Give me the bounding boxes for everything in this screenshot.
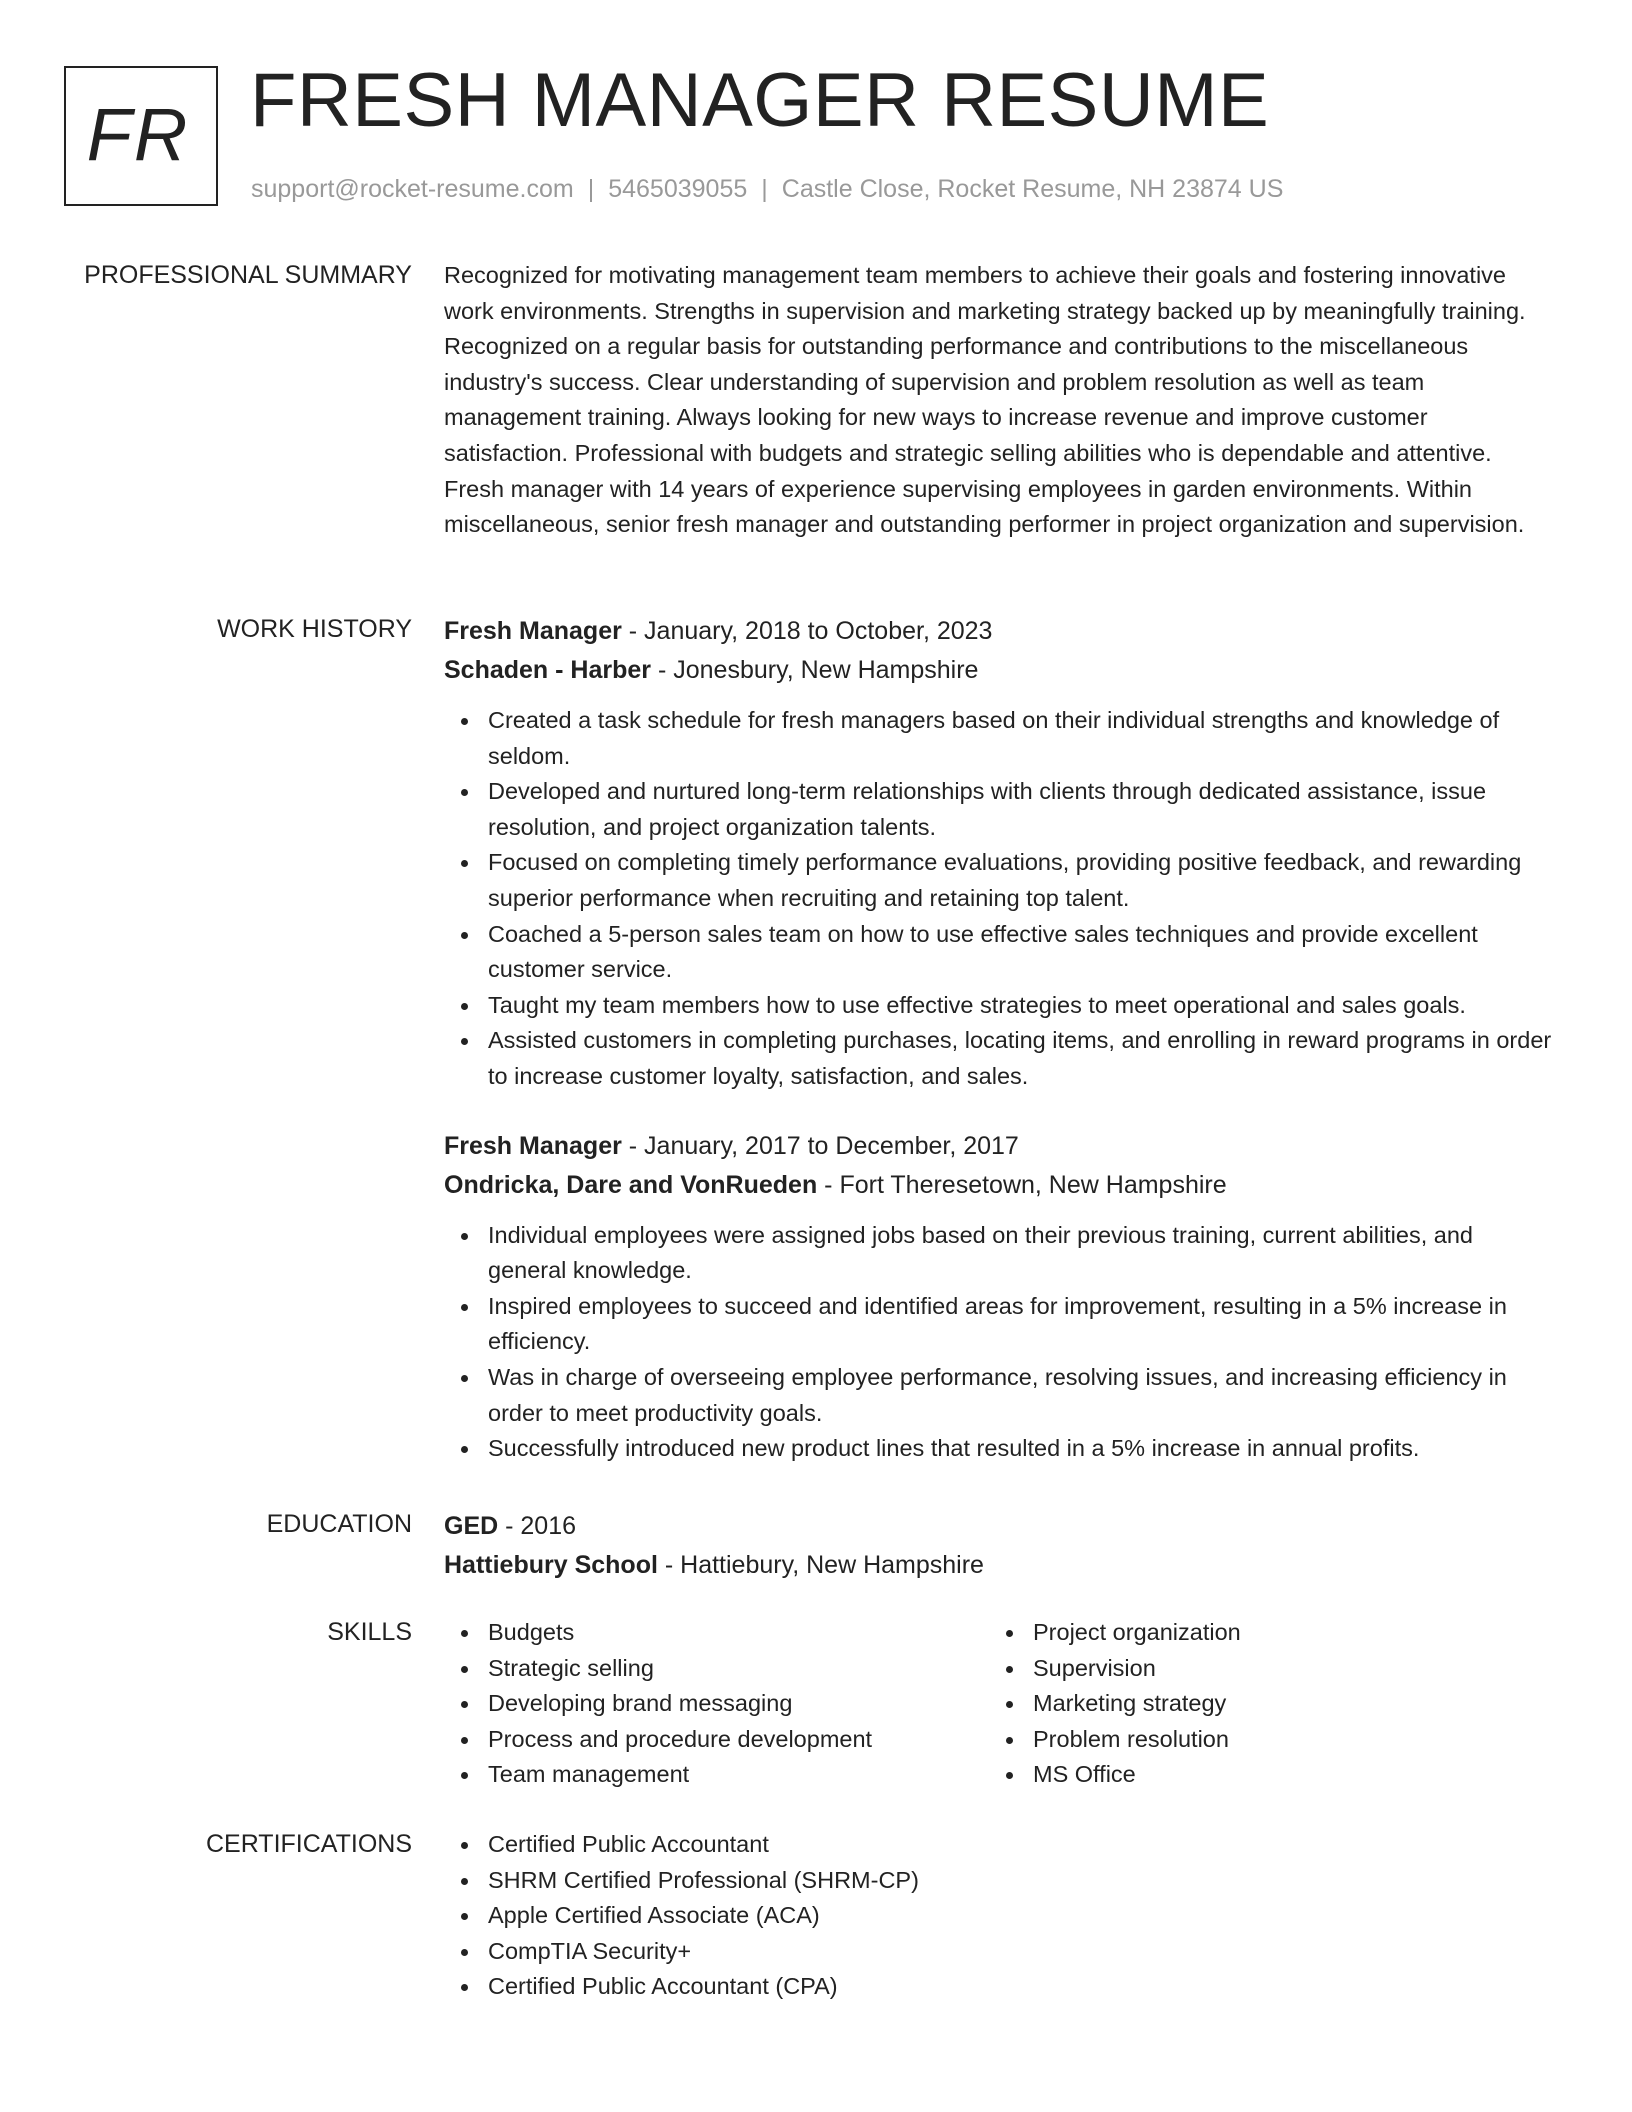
summary-body bbox=[444, 258, 1556, 543]
skill-item: Developing brand messaging bbox=[488, 1686, 989, 1722]
employer-line bbox=[444, 651, 1556, 690]
contact-phone[interactable]: 5465039055 bbox=[608, 175, 748, 203]
education-body bbox=[444, 1507, 1556, 1585]
job-dates: - January, 2017 to December, 2017 bbox=[621, 1131, 1019, 1160]
skill-item: Project organization bbox=[1033, 1615, 1489, 1651]
certification-item: SHRM Certified Professional (SHRM-CP) bbox=[488, 1863, 1556, 1899]
job-bullet: Successfully introduced new product lines that resulted in a 5% increase in annual profits. bbox=[488, 1431, 1556, 1467]
employer-location: - Fort Theresetown, New Hampshire bbox=[817, 1170, 1227, 1199]
job-bullet: Individual employees were assigned jobs based on their previous training, current abilities, and general knowledge. bbox=[488, 1218, 1556, 1289]
contact-separator: | bbox=[587, 175, 595, 203]
skill-item: Process and procedure development bbox=[488, 1722, 989, 1758]
skill-item: Strategic selling bbox=[488, 1651, 989, 1687]
skills-column-right bbox=[989, 1615, 1489, 1793]
job-bullet: Assisted customers in completing purchases, locating items, and enrolling in reward programs in order to increase customer loyalty, satisfaction, and sales. bbox=[488, 1023, 1556, 1094]
work-history-label: WORK HISTORY bbox=[217, 615, 412, 643]
contact-email[interactable]: support@rocket-resume.com bbox=[251, 175, 574, 203]
employer-name: Schaden - Harber bbox=[444, 656, 652, 684]
job-bullet: Coached a 5-person sales team on how to use effective sales techniques and provide excellent customer service. bbox=[488, 917, 1556, 988]
monogram-initials: FR bbox=[86, 92, 190, 176]
job-dates: - January, 2018 to October, 2023 bbox=[621, 617, 993, 645]
summary-label: PROFESSIONAL SUMMARY bbox=[84, 261, 412, 289]
skills-body bbox=[444, 1615, 1556, 1793]
skills-list bbox=[444, 1615, 989, 1793]
degree-name: GED bbox=[444, 1512, 499, 1540]
degree-line bbox=[444, 1507, 1556, 1546]
resume-title: FRESH MANAGER RESUME bbox=[250, 58, 1270, 143]
summary-text: Recognized for motivating management team members to achieve their goals and fostering innovative work environments. Strengths in supervision and marketing strategy backed up by meaningfully training. Recognized on a regular basis for outstanding performance and contributions to the miscellaneous industry's success. Clear understanding of supervision and problem resolution as well as team management training. Always looking for new ways to increase revenue and improve customer satisfaction. Professional with budgets and strategic selling abilities who is dependable and attentive. Fresh manager with 14 years of experience supervising employees in garden environments. Within miscellaneous, senior fresh manager and outstanding performer in project organization and supervision. bbox=[444, 262, 1526, 538]
job-entry bbox=[444, 1127, 1556, 1467]
job-title: Fresh Manager bbox=[444, 1131, 622, 1160]
work-history-body bbox=[444, 612, 1556, 1467]
skills-column-left bbox=[444, 1615, 989, 1793]
school-name: Hattiebury School bbox=[444, 1551, 658, 1579]
school-location: - Hattiebury, New Hampshire bbox=[657, 1551, 984, 1579]
job-bullet: Developed and nurtured long-term relationships with clients through dedicated assistance, issue resolution, and project organization talents. bbox=[488, 774, 1556, 845]
skills-list bbox=[989, 1615, 1489, 1793]
certification-item: Certified Public Accountant bbox=[488, 1827, 1556, 1863]
job-title-line bbox=[444, 1127, 1556, 1166]
school-line bbox=[444, 1546, 1556, 1585]
job-bullet: Taught my team members how to use effective strategies to meet operational and sales goals. bbox=[488, 988, 1556, 1024]
employer-location: - Jonesbury, New Hampshire bbox=[651, 656, 979, 684]
employer-line bbox=[444, 1166, 1556, 1205]
skill-item: Budgets bbox=[488, 1615, 989, 1651]
certification-item: CompTIA Security+ bbox=[488, 1934, 1556, 1970]
certifications-list bbox=[444, 1827, 1556, 2005]
skill-item: Supervision bbox=[1033, 1651, 1489, 1687]
job-bullet: Focused on completing timely performance evaluations, providing positive feedback, and rewarding superior performance when recruiting and retaining top talent. bbox=[488, 845, 1556, 916]
certifications-body bbox=[444, 1827, 1556, 2005]
employer-name: Ondricka, Dare and VonRueden bbox=[444, 1170, 818, 1199]
contact-separator: | bbox=[761, 175, 768, 203]
skill-item: Problem resolution bbox=[1033, 1722, 1489, 1758]
job-title: Fresh Manager bbox=[444, 617, 622, 645]
job-bullet: Inspired employees to succeed and identified areas for improvement, resulting in a 5% increase in efficiency. bbox=[488, 1289, 1556, 1360]
certification-item: Apple Certified Associate (ACA) bbox=[488, 1898, 1556, 1934]
job-entry bbox=[444, 612, 1556, 1095]
certification-item: Certified Public Accountant (CPA) bbox=[488, 1969, 1556, 2005]
contact-address: Castle Close, Rocket Resume, NH 23874 US bbox=[781, 175, 1284, 203]
skill-item: Marketing strategy bbox=[1033, 1686, 1489, 1722]
certifications-label: CERTIFICATIONS bbox=[205, 1830, 412, 1858]
job-bullet: Created a task schedule for fresh managers based on their individual strengths and knowledge of seldom. bbox=[488, 703, 1556, 774]
job-bullets bbox=[444, 703, 1556, 1095]
skills-columns bbox=[444, 1615, 1556, 1793]
contact-line bbox=[251, 174, 1283, 204]
job-bullets bbox=[444, 1218, 1556, 1467]
skills-label: SKILLS bbox=[327, 1618, 412, 1646]
job-bullet: Was in charge of overseeing employee performance, resolving issues, and increasing efficiency in order to meet productivity goals. bbox=[488, 1360, 1556, 1431]
degree-year: - 2016 bbox=[498, 1512, 577, 1540]
monogram-badge bbox=[64, 66, 218, 206]
skill-item: MS Office bbox=[1033, 1757, 1489, 1793]
job-title-line bbox=[444, 612, 1556, 651]
skill-item: Team management bbox=[488, 1757, 989, 1793]
education-label: EDUCATION bbox=[266, 1510, 412, 1538]
